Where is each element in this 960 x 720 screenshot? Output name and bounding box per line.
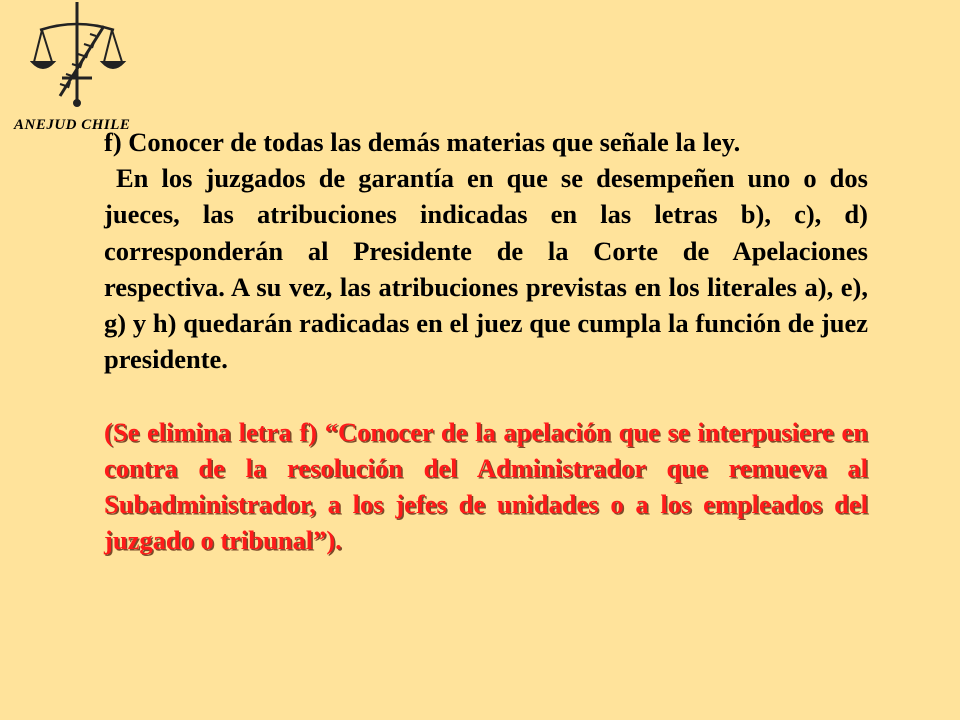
paragraph-letter-f: f) Conocer de todas las demás materias que señale la ley. [104,127,741,157]
scales-of-justice-icon [30,0,140,110]
logo-caption: ANEJUD CHILE [14,117,131,133]
paragraph-jurisdiction: En los juzgados de garantía en que se desempeñen uno o dos jueces, las atribuciones indicadas en las letras b), c), d) corresponderán al Presidente de la Corte de Apelaciones respectiva. A su vez, las atribuciones previstas en los literales a), e), g) y h) quedarán radicadas en el juez que cumpla la función de juez presidente. [104,163,868,375]
deletion-note: (Se elimina letra f) “Conocer de la apelación que se interpusiere en contra de la resolución del Administrador que remueva al Subadministrador, a los jefes de unidades o a los empleados del juzgado o tribunal”). [104,416,868,556]
paragraph-spacer [104,377,868,413]
document-body [104,124,868,558]
